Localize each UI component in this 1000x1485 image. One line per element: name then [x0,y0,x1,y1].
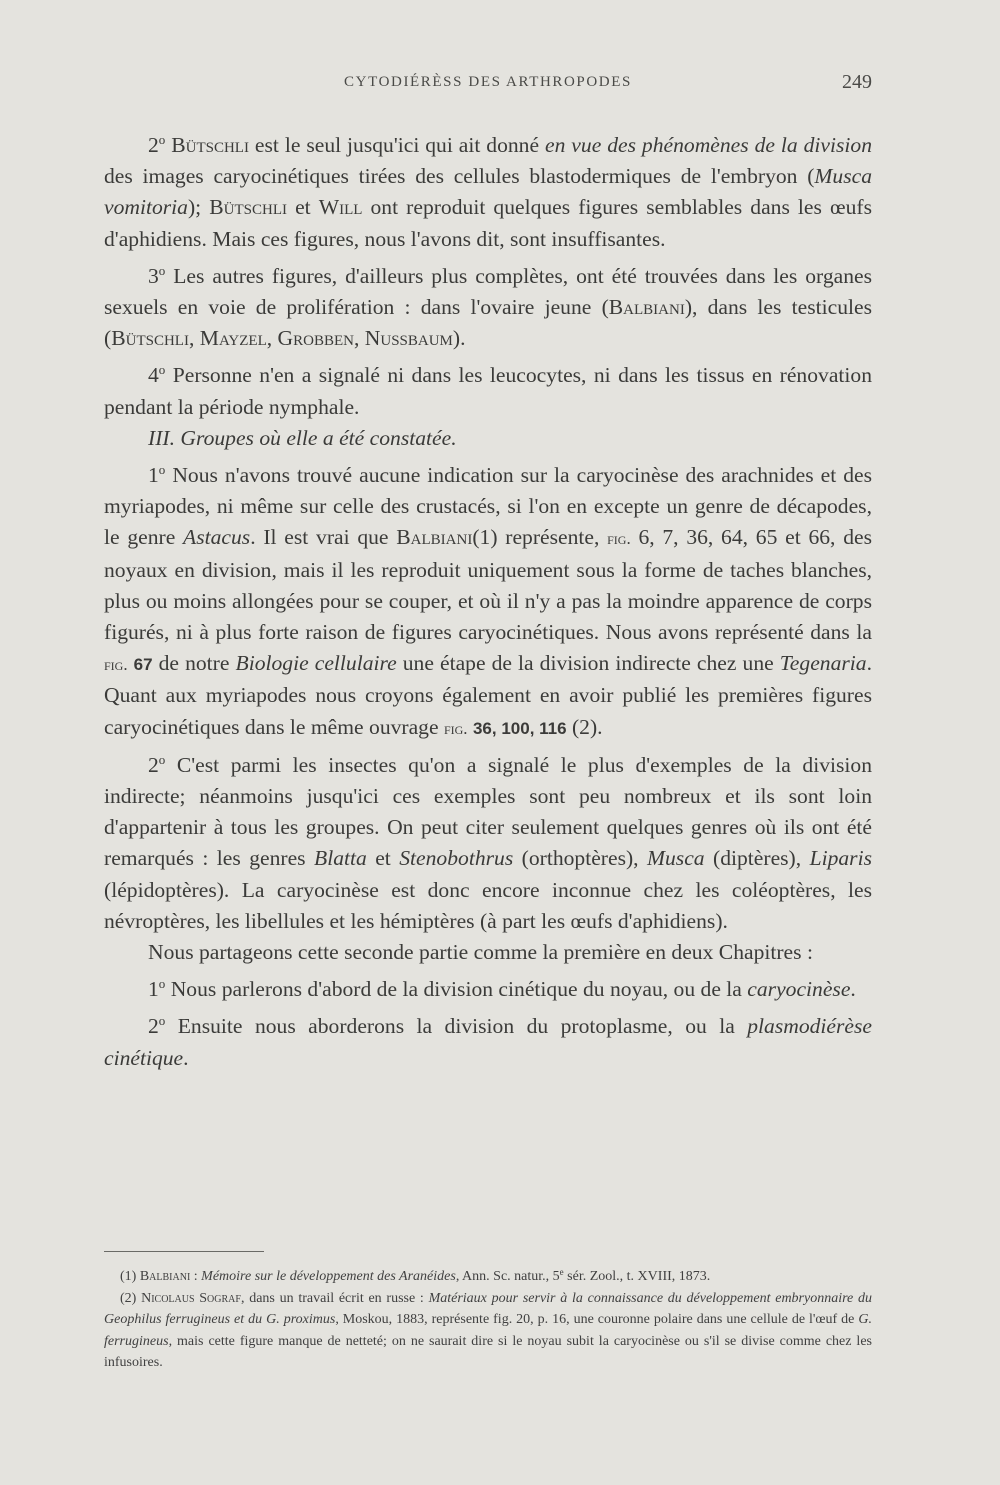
paragraph-1-caryocinese: 1$^o$ Nous parlerons d'abord de la division cinétique du noyau, ou de la caryocinèse. [148,976,856,1002]
footnote-separator [104,1251,264,1252]
footnote-2: (2) Nicolaus Sograf, dans un travail écrit en russe : Matériaux pour servir à la connaissance du développement embryonnaire du Geophilus ferrugineus et du G. proximus, Moskou, 1883, représente fig. 20, p. 16, une couronne polaire dans une cellule de l'œuf de G. ferrugineus, mais cette figure manque de netteté; on ne saurait dire si le noyau subit la caryocinèse ou s'il se divise comme chez les infusoires. [104,1290,873,1370]
page-number: 249 [842,71,872,93]
footnote-1: (1) Balbiani : Mémoire sur le développement des Aranéides, Ann. Sc. natur., 5e sér. Zool., t. XVIII, 1873. [120,1267,711,1284]
paragraph-3-autres-figures: 3$^o$ Les autres figures, d'ailleurs plus complètes, ont été trouvées dans les organes sexuels en voie de prolifération : dans l'ovaire jeune (Balbiani), dans les testicules (Bütschli, Mayzel, Grobben, Nussbaum). [104,262,872,351]
paragraph-1-arachnides: 1$^o$ Nous n'avons trouvé aucune indication sur la caryocinèse des arachnides et des myriapodes, ni même sur celle des crustacés, si l'on en excepte un genre de décapodes, le genre Astacus. Il est vrai que Balbiani(1) représente, fig. 6, 7, 36, 64, 65 et 66, des noyaux en division, mais il les reproduit uniquement sous la forme de taches blanches, plus ou moins allongées pour se couper, et où il n'y a pas la moindre apparence de corps figurés, ni à plus forte raison de figures caryocinétiques. Nous avons représenté dans la fig. 67 de notre Biologie cellulaire une étape de la division indirecte chez une Tegenaria. Quant aux myriapodes nous croyons également en avoir publié les premières figures caryocinétiques dans le même ouvrage fig. 36, 100, 116 (2). [104,462,873,739]
paragraph-2-plasmodierese: 2$^o$ Ensuite nous aborderons la division du protoplasme, ou la plasmodiérèse cinétique. [104,1013,872,1070]
page-header [104,71,872,98]
paragraph-partageons: Nous partageons cette seconde partie comme la première en deux Chapitres : [148,940,813,965]
footnotes [104,1262,872,1374]
paragraph-4-personne: 4$^o$ Personne n'en a signalé ni dans les leucocytes, ni dans les tissus en rénovation pendant la période nymphale. [104,362,872,419]
paragraph-2-bütschli: 2$^o$ Bütschli est le seul jusqu'ici qui ait donné en vue des phénomènes de la division des images caryocinétiques tirées des cellules blastodermiques de l'embryon (Musca vomitoria); Bütschli et Will ont reproduit quelques figures semblables dans les œufs d'aphidiens. Mais ces figures, nous l'avons dit, sont insuffisantes. [104,132,872,251]
section-heading: III. Groupes où elle a été constatée. [148,425,457,450]
running-title: CYTODIÉRÈSS DES ARTHROPODES [344,74,632,90]
body-text [104,124,872,1074]
paragraph-2-insectes: 2$^o$ C'est parmi les insectes qu'on a signalé le plus d'exemples de la division indirecte; néanmoins jusqu'ici ces exemples sont peu nombreux et ils sont loin d'appartenir à tous les groupes. On peut citer seulement quelques genres où ils ont été remarqués : les genres Blatta et Stenobothrus (orthoptères), Musca (diptères), Liparis (lépidoptères). La caryocinèse est donc encore inconnue chez les coléoptères, les névroptères, les libellules et les hémiptères (à part les œufs d'aphidiens). [104,751,872,933]
